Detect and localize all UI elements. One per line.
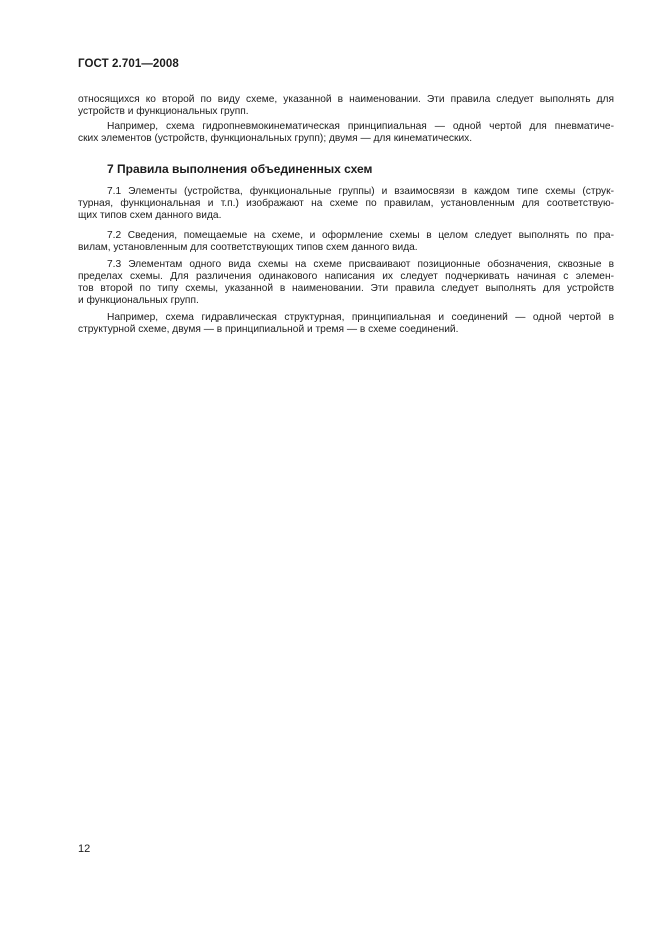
body-line: щих типов схем данного вида. (78, 210, 222, 221)
body-line: Например, схема гидропневмокинематическая принципиальная — одной чертой для пневматиче- (107, 121, 614, 132)
page-number: 12 (78, 843, 91, 855)
body-line: и функциональных групп. (78, 295, 199, 306)
body-line: относящихся ко второй по виду схеме, указанной в наименовании. Эти правила следует выполнять для (78, 94, 614, 105)
body-line: 7.1 Элементы (устройства, функциональные группы) и взаимосвязи в каждом типе схемы (струк- (107, 186, 614, 197)
body-line: устройств и функциональных групп. (78, 106, 249, 117)
body-line: пределах схемы. Для различения одинакового написания их следует подчеркивать начиная с элемен- (78, 271, 614, 282)
body-line: тов второй по типу схемы, указанной в наименовании. Эти правила следует выполнять для устройств (78, 283, 614, 294)
body-line: структурной схеме, двумя — в принципиальной и тремя — в схеме соединений. (78, 324, 459, 335)
section-heading: 7 Правила выполнения объединенных схем (107, 162, 373, 176)
document-header: ГОСТ 2.701—2008 (78, 58, 179, 70)
body-line: ских элементов (устройств, функциональных групп); двумя — для кинематических. (78, 133, 473, 144)
body-line: вилам, установленным для соответствующих типов схем данного вида. (78, 242, 418, 253)
body-line: 7.3 Элементам одного вида схемы на схеме присваивают позиционные обозначения, сквозные в (107, 259, 614, 270)
body-line: 7.2 Сведения, помещаемые на схеме, и оформление схемы в целом следует выполнять по пра- (107, 230, 614, 241)
body-line: Например, схема гидравлическая структурная, принципиальная и соединений — одной чертой в (107, 312, 614, 323)
body-line: турная, функциональная и т.п.) изображают на схеме по правилам, установленным для соответствую- (78, 198, 614, 209)
